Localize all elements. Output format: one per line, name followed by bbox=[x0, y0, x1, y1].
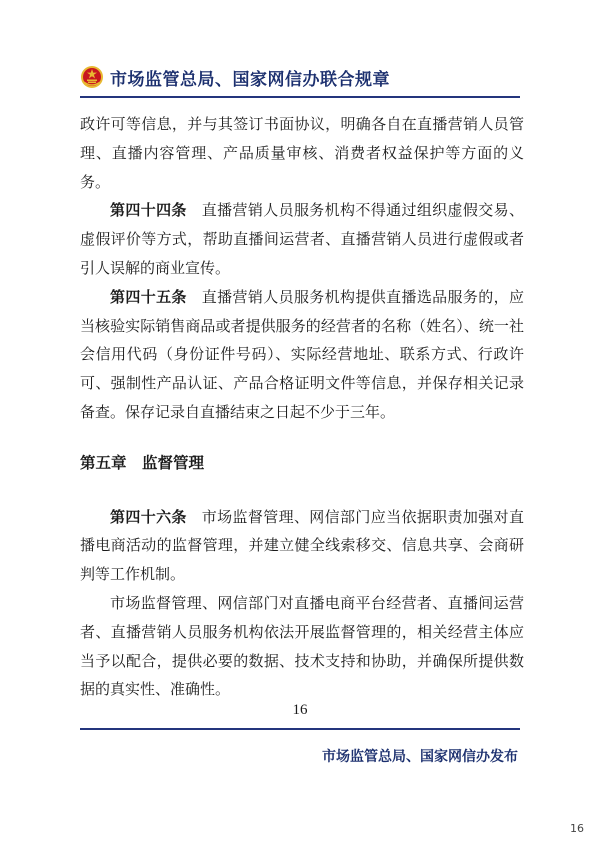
header-title: 市场监管总局、国家网信办联合规章 bbox=[110, 69, 390, 90]
article-44 bbox=[80, 196, 524, 282]
article-number: 第四十五条 bbox=[110, 287, 187, 306]
article-text: 市场监督管理、网信部门应当依据职责加强对直播电商活动的监督管理，并建立健全线索移交、信息共享、会商研判等工作机制。 bbox=[80, 507, 524, 584]
article-45 bbox=[80, 283, 524, 427]
document-body bbox=[80, 110, 524, 704]
page-header bbox=[80, 64, 390, 90]
chapter-heading: 第五章 监督管理 bbox=[80, 453, 205, 472]
paragraph-text: 市场监督管理、网信部门对直播电商平台经营者、直播间运营者、直播营销人员服务机构依法开展监督管理的，相关经营主体应当予以配合，提供必要的数据、技术支持和协助，并确保所提供数据的真实性、准确性。 bbox=[80, 593, 524, 699]
article-text: 直播营销人员服务机构不得通过组织虚假交易、虚假评价等方式，帮助直播间运营者、直播营销人员进行虚假或者引人误解的商业宣传。 bbox=[80, 201, 524, 277]
article-46-paragraph-2 bbox=[80, 589, 524, 704]
corner-page-number: 16 bbox=[570, 822, 584, 835]
article-text: 直播营销人员服务机构提供直播选品服务的，应当核验实际销售商品或者提供服务的经营者的名称（姓名）、统一社会信用代码（身份证件号码）、实际经营地址、联系方式、行政许可、强制性产品认证、产品合格证明文件等信息，并保存相关记录备查。保存记录自直播结束之日起不少于三年。 bbox=[80, 287, 524, 421]
page-number: 16 bbox=[292, 702, 308, 718]
paragraph-continuation bbox=[80, 110, 524, 196]
paragraph-text: 政许可等信息，并与其签订书面协议，明确各自在直播营销人员管理、直播内容管理、产品质量审核、消费者权益保护等方面的义务。 bbox=[80, 115, 524, 191]
national-emblem-icon bbox=[80, 65, 104, 89]
footer-rule bbox=[80, 728, 520, 730]
header-rule bbox=[80, 96, 520, 98]
footer-publisher: 市场监管总局、国家网信办发布 bbox=[322, 749, 518, 765]
article-46 bbox=[80, 503, 524, 589]
article-number: 第四十六条 bbox=[110, 507, 187, 526]
article-number: 第四十四条 bbox=[110, 201, 187, 220]
